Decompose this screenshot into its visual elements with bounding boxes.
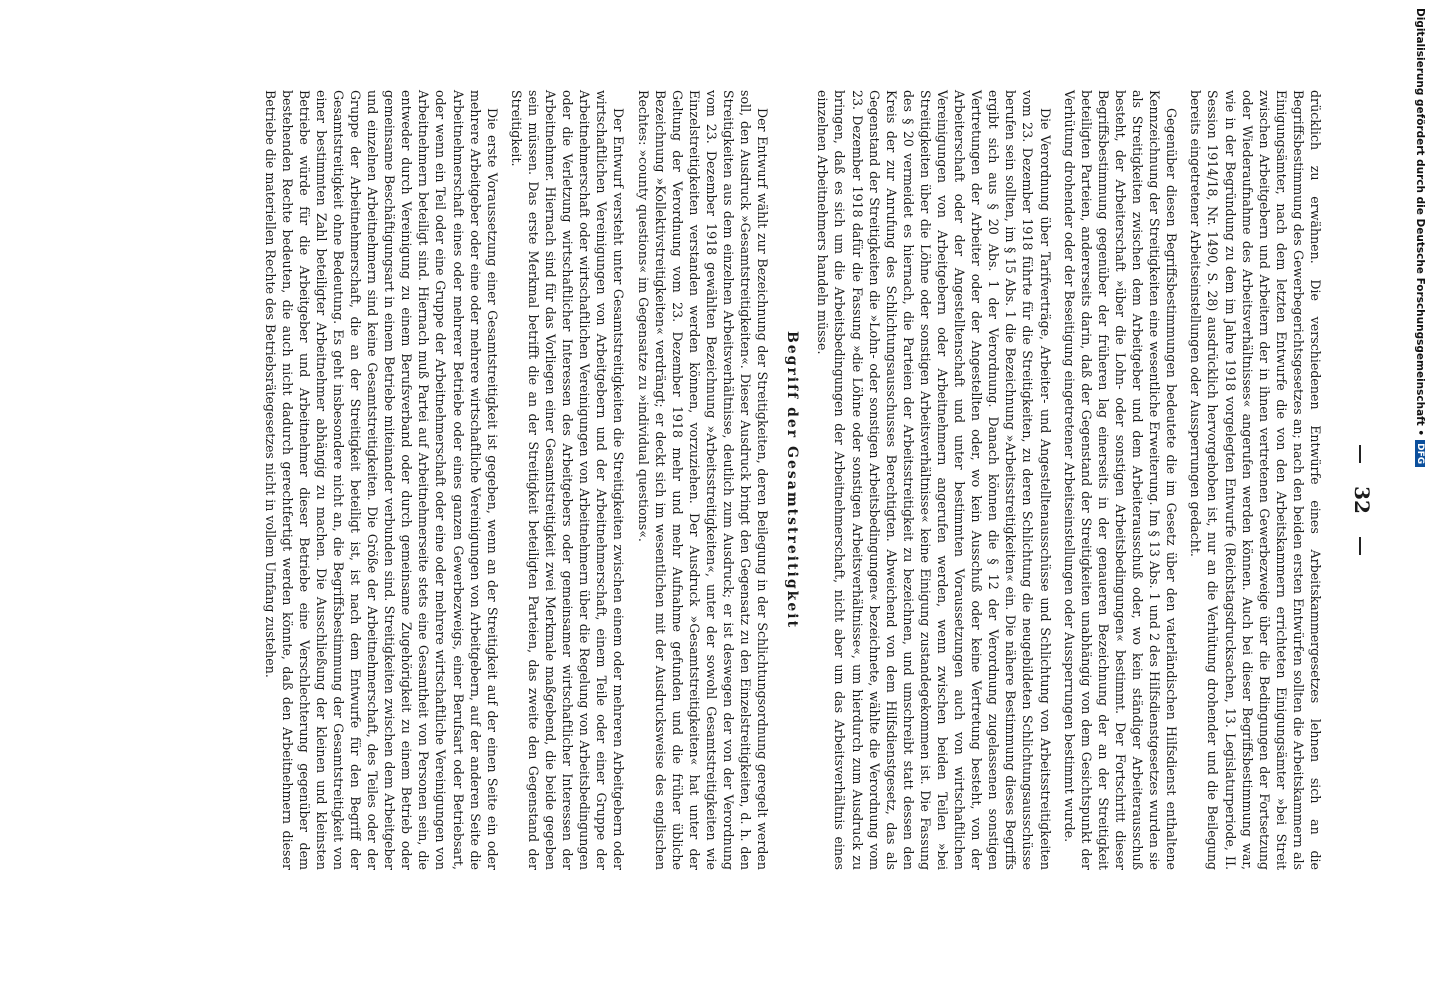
body-text: [254, 90, 1324, 870]
dash-right: [1360, 537, 1362, 555]
dfg-logo: DFG: [1415, 440, 1425, 467]
funding-side-label: [1410, 8, 1430, 992]
paragraph: Der Entwurf versteht unter Gesamtstreitigkeiten die Streitigkeiten zwischen einem oder mehreren Arbeitgebern oder wirtschaftlichen Vereinigungen von Arbeitgebern und der Arbeitnehmerschaft, einem Teile oder einer Gruppe der Arbeitnehmerschaft oder wirtschaftlichen Vereinigungen von Arbeitnehmern über die Regelung von Arbeitsbedingungen oder die Verletzung wirtschaftlicher Interessen des Arbeitgebers oder gemeinsamer wirtschaftlicher Interessen der Arbeitnehmer. Hiernach sind für das Vorliegen einer Gesamtstreitigkeit zwei Merkmale maßgebend, die beide gegeben sein müssen. Das erste Merkmal betrifft die an der Streitigkeit beteiligten Parteien, das zweite den Gegenstand der Streitigkeit.: [508, 90, 627, 870]
dash-left: [1360, 445, 1362, 463]
funding-text: Digitalisierung gefördert durch die Deutsche Forschungsgemeinschaft •: [1414, 8, 1426, 437]
paragraph: Die erste Voraussetzung einer Gesamtstreitigkeit ist gegeben, wenn an der Streitigkeit auf der einen Seite ein oder mehrere Arbeitgeber oder eine oder mehrere wirtschaftliche Vereinigungen von Arbeitgebern, auf der anderen Seite die Arbeitnehmerschaft eines oder mehrerer Betriebe oder eines ganzen Gewerbezweigs, einer Berufsart oder Betriebsart, oder wenn ein Teil oder eine Gruppe der Arbeitnehmerschaft oder eine oder mehrere wirtschaftliche Vereinigungen von Arbeitnehmern beteiligt sind. Hiernach muß Partei auf Arbeitnehmerseite stets eine Gesamtheit von Personen sein, die entweder durch Vereinigung zu einem Berufsverband oder durch gemeinsame Zugehörigkeit zu einem Betrieb oder gemeinsame Beschäftigungsart in einem Betriebe miteinander verbunden sind. Streitigkeiten zwischen dem Arbeitgeber und einzelnen Arbeitnehmern sind keine Gesamtstreitigkeiten. Die Größe der Arbeitnehmerschaft, des Teiles oder der Gruppe der Arbeitnehmerschaft, die an der Streitigkeit beteiligt ist, ist nach dem Entwurfe für den Begriff der Gesamtstreitigkeit ohne Bedeutung. Es geht insbesondere nicht an, die Begriffsbestimmung der Gesamtstreitigkeit von einer bestimmten Zahl beteiligter Arbeitnehmer abhängig zu machen. Die Ausschließung der kleinen und kleinsten Betriebe würde für die Arbeitgeber und Arbeitnehmer dieser Betriebe eine Verschlechterung gegenüber dem bestehenden Rechte bedeuten, die auch nicht dadurch gerechtfertigt werden könnte, daß den Arbeitnehmern dieser Betriebe die materiellen Rechte des Betriebsrätegesetzes nicht in vollem Umfang zustehen.: [262, 90, 500, 870]
paragraph: drücklich zu erwähnen. Die verschiedenen Entwürfe eines Arbeitskammergesetzes lehnen sich an die Begriffsbestimmung des Gewerbegerichtsgesetzes an; nach den beiden ersten Entwürfen sollten die Arbeitskammern als Einigungsämter, nach dem letzten Entwurfe die von den Arbeitskammern errichteten Einigungsämter »bei Streit zwischen Arbeitgebern und Arbeitern der in ihnen vertretenen Gewerbezweige über die Bedingungen der Fortsetzung oder Wiederaufnahme des Arbeitsverhältnisses« angerufen werden können. Auch bei dieser Begriffsbestimmung war, wie in der Begründung zu dem im Jahre 1918 vorgelegten Entwurfe (Reichstagsdrucksachen, 13. Legislaturperiode, II. Session 1914/18, Nr. 1490, S. 28) ausdrücklich hervorgehoben ist, nur an die Verhütung drohender und die Beilegung bereits eingetretener Arbeitseinstellungen oder Aussperrungen gedacht.: [1188, 90, 1323, 870]
page-number: 32: [1350, 486, 1374, 514]
page-number-line: [1350, 0, 1374, 1000]
paragraph: Die Verordnung über Tarifverträge, Arbeiter- und Angestelltenausschüsse und Schlichtung von Arbeitsstreitigkeiten vom 23. Dezember 1918 führte für die Streitigkeiten, zu deren Schlichtung die neugebildeten Schlichtungsausschüsse berufen sein sollten, im § 15 Abs. 1 die Bezeichnung »Arbeitsstreitigkeiten« ein. Die nähere Bestimmung dieses Begriffs ergibt sich aus § 20 Abs. 1 der Verordnung. Danach können die § 12 der Verordnung zugelassenen sonstigen Vertretungen der Arbeiter oder der Angestellten oder, wo kein Ausschuß oder keine Vertretung besteht, von der Arbeiterschaft oder der Angestelltenschaft und unter bestimmten Voraussetzungen auch von wirtschaftlichen Vereinigungen von Arbeitgebern oder Arbeitnehmern angerufen werden, wenn zwischen beiden Teilen »bei Streitigkeiten über die Löhne oder sonstigen Arbeitsverhältnisse« keine Einigung zustandegekommen ist. Die Fassung des § 20 vermeidet es hiernach, die Parteien der Arbeitsstreitigkeit zu bezeichnen, und umschreibt statt dessen den Kreis der zur Anrufung des Schlichtungsausschusses Berechtigten. Abweichend von dem Hilfsdienstgesetz, das als Gegenstand der Streitigkeiten die »Lohn- oder sonstigen Arbeitsbedingungen« bezeichnete, wählte die Verordnung vom 23. Dezember 1918 dafür die Fassung »die Löhne oder sonstigen Arbeitsverhältnisse«, um hierdurch zum Ausdruck zu bringen, daß es sich um die Arbeitsbedingungen der Arbeitnehmerschaft, nicht aber um das Arbeitsverhältnis eines einzelnen Arbeitnehmers handeln müsse.: [815, 90, 1053, 870]
funding-side-label-inner: [1410, 8, 1430, 992]
section-heading: Begriff der Gesamtstreitigkeit: [784, 330, 801, 630]
paragraph: Der Entwurf wählt zur Bezeichnung der Streitigkeiten, deren Beilegung in der Schlichtungsordnung geregelt werden soll, den Ausdruck »Gesamtstreitigkeiten«. Dieser Ausdruck bringt den Gegensatz zu den Einzelstreitigkeiten, d. h. den Streitigkeiten aus dem einzelnen Arbeitsverhältnisse, deutlich zum Ausdruck; er ist deswegen der von der Verordnung vom 23. Dezember 1918 gewählten Bezeichnung »Arbeitsstreitigkeiten«, unter der sowohl Gesamtstreitigkeiten wie Einzelstreitigkeiten verstanden werden können, vorzuziehen. Der Ausdruck »Gesamtstreitigkeiten« hat unter der Geltung der Verordnung vom 23. Dezember 1918 mehr und mehr Aufnahme gefunden und die früher übliche Bezeichnung »Kollektivstreitigkeiten« verdrängt; er deckt sich im wesentlichen mit der Ausdrucksweise des englischen Rechtes: »county questions« im Gegensatze zu »individual questions«.: [635, 90, 771, 870]
paragraph: Gegenüber diesen Begriffsbestimmungen bedeutete die im Gesetz über den vaterländischen Hilfsdienst enthaltene Kennzeichnung der Streitigkeiten eine wesentliche Erweiterung. Im § 13 Abs. 1 und 2 des Hilfsdienstgesetzes wurden sie als Streitigkeiten zwischen dem Arbeitgeber und dem Arbeiterausschuß oder, wo kein ständiger Arbeiterausschuß besteht, der Arbeiterschaft »über die Lohn- oder sonstigen Arbeitsbedingungen« bestimmt. Der Fortschritt dieser Begriffsbestimmung gegenüber der früheren lag einerseits in der genaueren Bezeichnung der an der Streitigkeit beteiligten Parteien, andererseits darin, daß der Gegenstand der Streitigkeiten unabhängig von dem Gesichtspunkt der Verhütung drohender oder der Beseitigung eingetretener Arbeitseinstellungen oder Aussperrungen bestimmt wurde.: [1061, 90, 1180, 870]
